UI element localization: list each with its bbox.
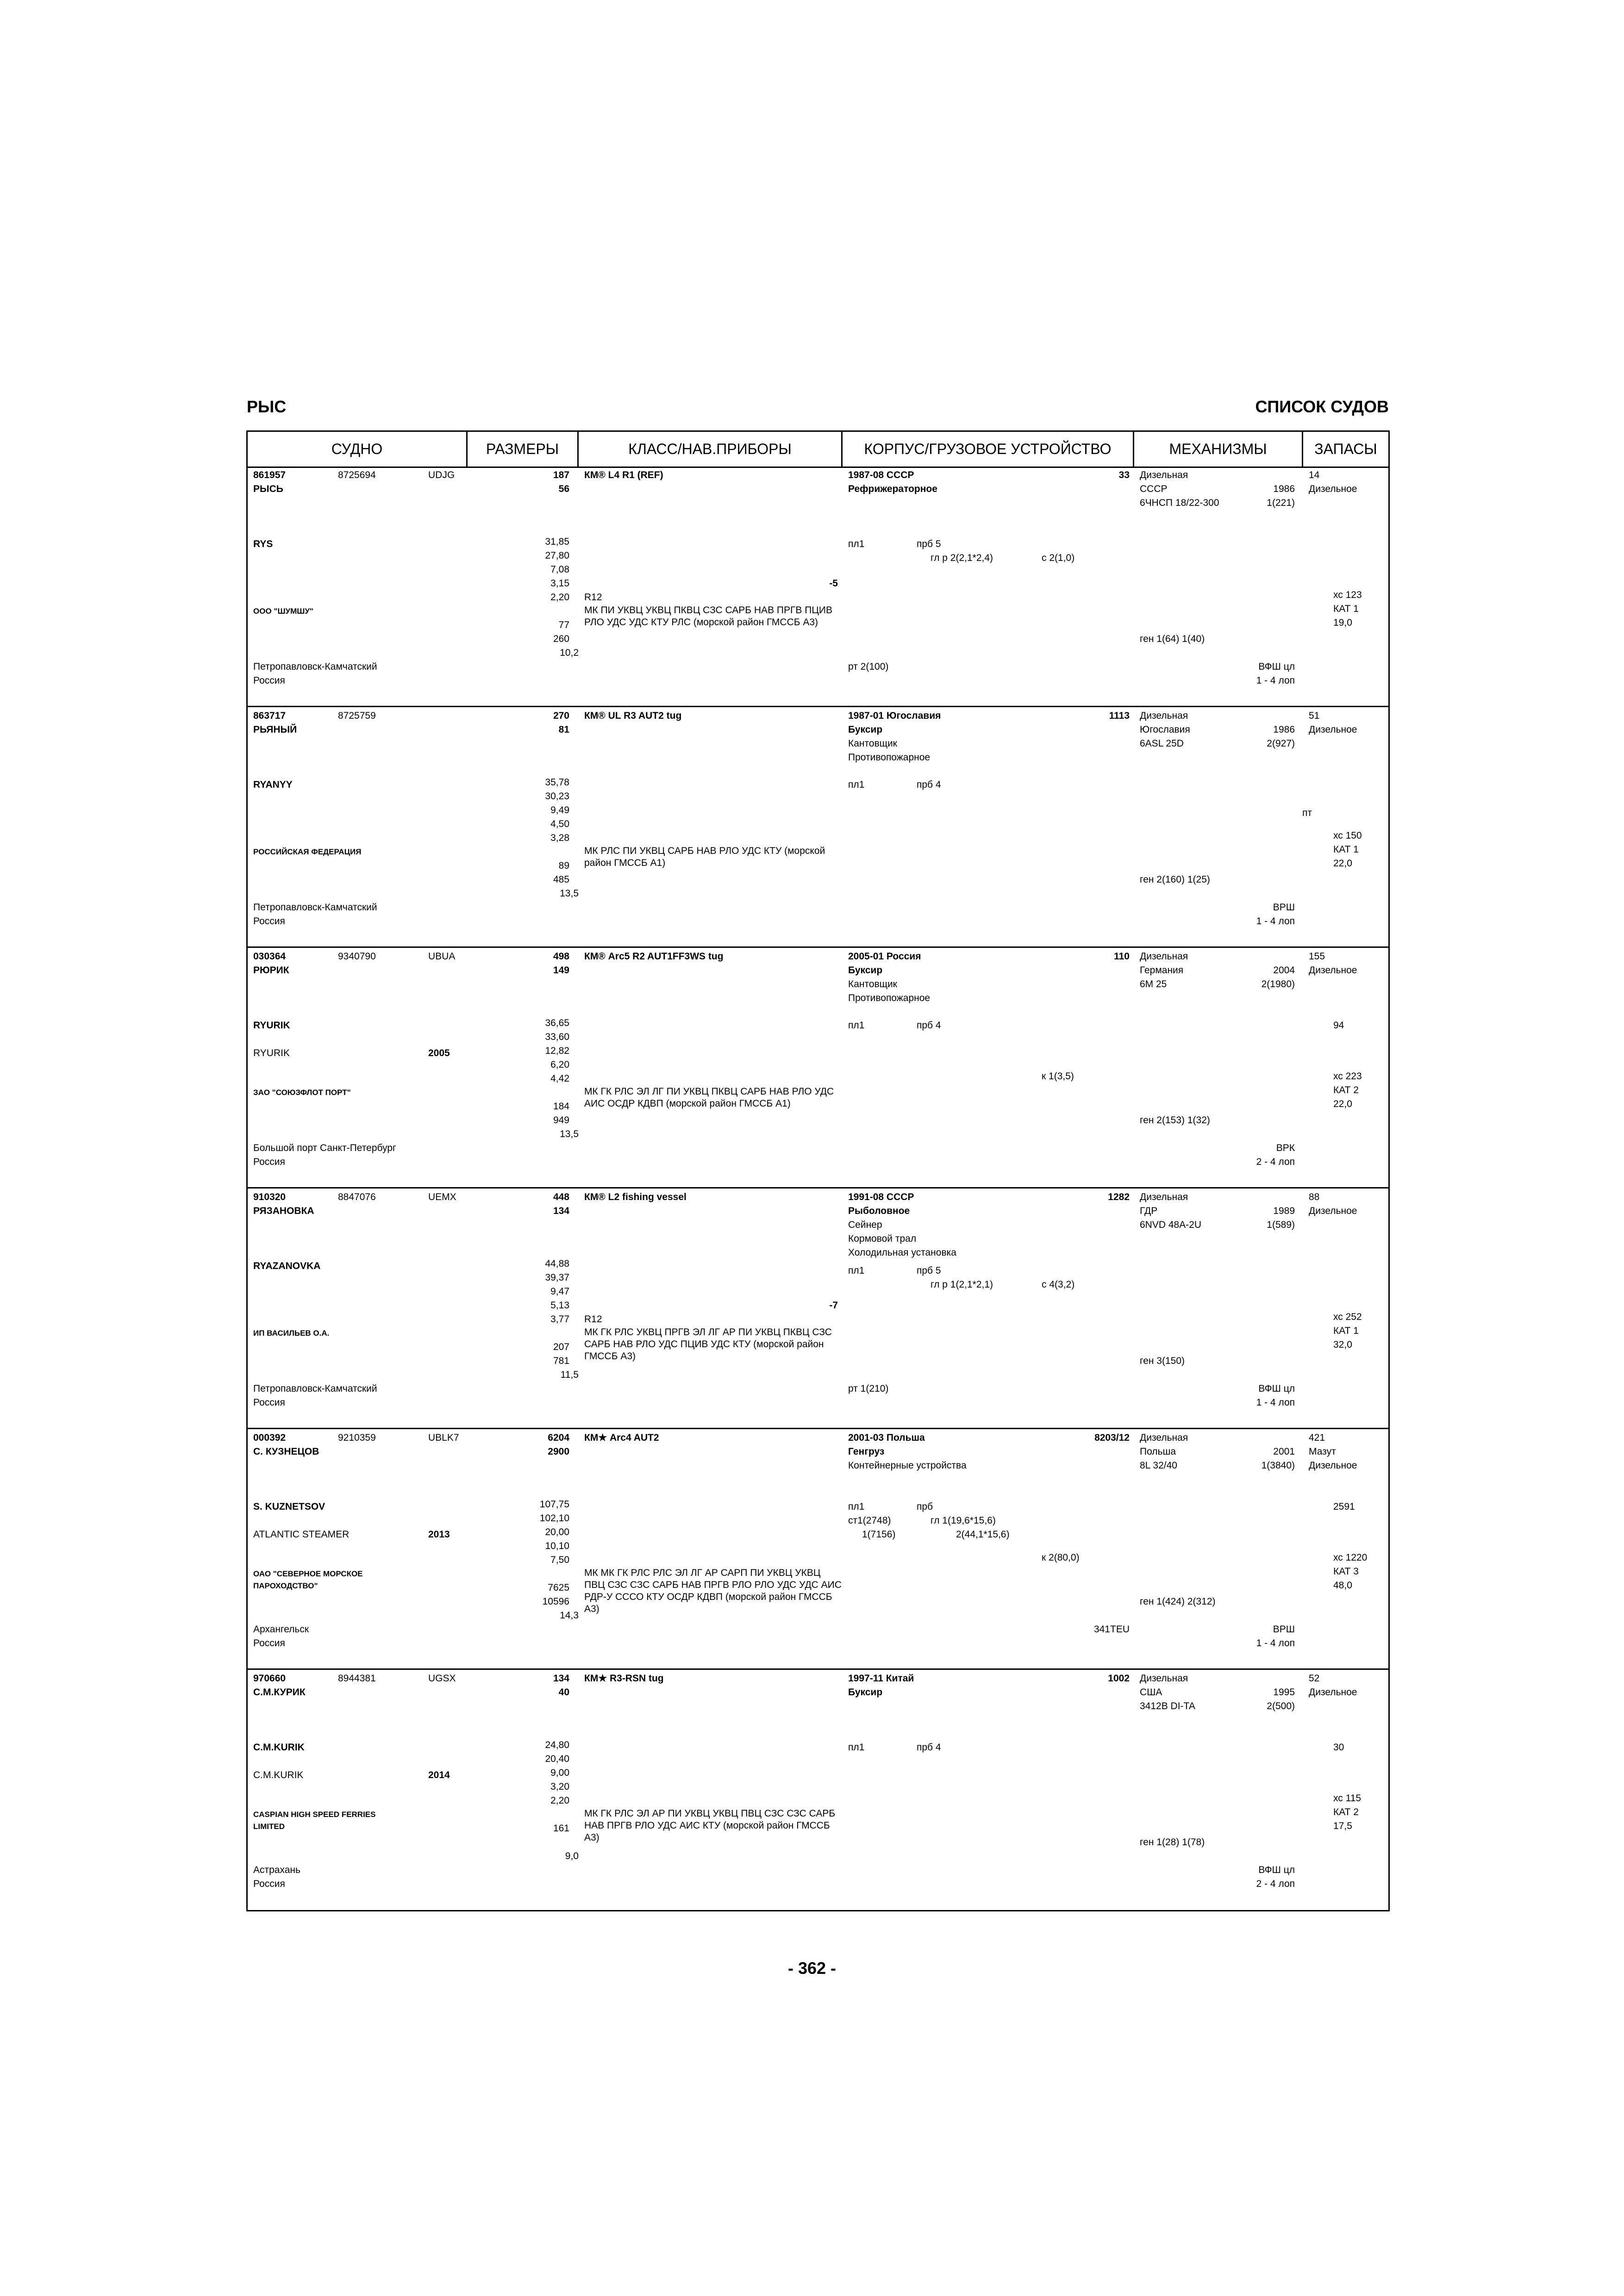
- engine-info: 3412B DI-TA: [1140, 1701, 1195, 1711]
- dimension-value: 2,20: [550, 1795, 569, 1806]
- engine-info: Германия: [1140, 965, 1184, 976]
- dimension-extra: 10596: [542, 1596, 569, 1607]
- vessel-record: [248, 707, 1388, 948]
- dimension-extra: 207: [553, 1342, 569, 1352]
- vessel-record: [248, 948, 1388, 1188]
- home-port: Архангельск: [253, 1624, 309, 1635]
- call-sign: UEMX: [428, 1192, 456, 1202]
- dimension-value: 9,47: [550, 1286, 569, 1297]
- generators: ген 2(153) 1(32): [1140, 1115, 1210, 1126]
- vessel-record: [248, 1188, 1388, 1429]
- vessel-name: РЬЯНЫЙ: [253, 724, 297, 735]
- engine-info: Дизельная: [1140, 1192, 1188, 1202]
- dimension-value: 31,85: [545, 536, 569, 547]
- class-notation: КМ★ R3-RSN tug: [584, 1673, 664, 1684]
- engine-year: 2004: [1273, 965, 1295, 976]
- hull-type: Сейнер: [848, 1220, 882, 1230]
- stores-endurance: КАТ 2: [1333, 1807, 1359, 1817]
- hull-type: Буксир: [848, 965, 883, 976]
- reg-number: 861957: [253, 470, 286, 480]
- engine-year: 2001: [1273, 1446, 1295, 1457]
- dimension-extra: 9,0: [565, 1851, 579, 1861]
- deck-hatches: прб 4: [917, 779, 941, 790]
- nav-equipment: МК РЛС ПИ УКВЦ САРБ НАВ РЛО УДС КТУ (морской район ГМССБ А1): [584, 846, 825, 868]
- hull-type: Холодильная установка: [848, 1247, 956, 1258]
- owner: РОССИЙСКАЯ ФЕДЕРАЦИЯ: [253, 847, 362, 856]
- propeller-blades: 1 - 4 лоп: [1256, 1638, 1295, 1649]
- net-tonnage: 40: [558, 1687, 569, 1698]
- ice-class: -5: [829, 578, 838, 589]
- hatch-sizes-2: 2(44,1*15,6): [956, 1529, 1010, 1540]
- hull-number: 8203/12: [1094, 1432, 1130, 1443]
- column-header-machinery: МЕХАНИЗМЫ: [1134, 432, 1303, 467]
- engine-info: ГДР: [1140, 1206, 1158, 1216]
- ships-table: [246, 430, 1390, 1911]
- reg-number: 030364: [253, 951, 286, 962]
- engine-info: Дизельная: [1140, 470, 1188, 480]
- owner: CASPIAN HIGH SPEED FERRIES LIMITED: [253, 1810, 376, 1831]
- dimension-value: 39,37: [545, 1272, 569, 1283]
- previous-name: ATLANTIC STEAMER: [253, 1529, 350, 1540]
- page-number: - 362 -: [787, 1959, 837, 1978]
- country: Россия: [253, 916, 285, 927]
- class-notation: КМ® L4 R1 (REF): [584, 470, 663, 480]
- generators: ген 3(150): [1140, 1356, 1185, 1366]
- hull-type: Кормовой трал: [848, 1233, 917, 1244]
- hull-type: Рефрижераторное: [848, 484, 937, 494]
- engine-power: 2(927): [1267, 738, 1295, 749]
- ice-class: -7: [829, 1300, 838, 1311]
- stores-endurance: КАТ 3: [1333, 1566, 1359, 1577]
- dimension-value: 9,49: [550, 805, 569, 815]
- deck: пл1: [848, 1020, 865, 1031]
- gross-tonnage: 270: [553, 710, 569, 721]
- class-notation: КМ★ Arc4 AUT2: [584, 1432, 659, 1443]
- hull-year-country: 1987-08 СССР: [848, 470, 914, 480]
- gross-tonnage: 448: [553, 1192, 569, 1202]
- stores-endurance: 22,0: [1333, 858, 1352, 869]
- imo-number: 8944381: [338, 1673, 376, 1684]
- hull-type: Генгруз: [848, 1446, 885, 1457]
- imo-number: 8725759: [338, 710, 376, 721]
- nav-equipment: МК МК ГК РЛС РЛС ЭЛ ЛГ АР САРП ПИ УКВЦ УКВЦ ПВЦ СЗС СЗС САРБ НАВ ПРГВ РЛО РЛО УДС УДС АИС РДР-У СССО КТУ ОСДР КДВП (морской район ГМССБ А3): [584, 1568, 842, 1614]
- generators: ген 1(64) 1(40): [1140, 634, 1205, 644]
- stores-endurance: 32,0: [1333, 1339, 1352, 1350]
- teu-capacity: 341TEU: [1093, 1624, 1130, 1635]
- hull-type: Кантовщик: [848, 738, 897, 749]
- vessel-name: С.М.КУРИК: [253, 1687, 306, 1698]
- deck-hatches: прб 5: [917, 1265, 941, 1276]
- reg-number: 000392: [253, 1432, 286, 1443]
- hull-number: 1002: [1108, 1673, 1130, 1684]
- propeller: ВФШ цл: [1258, 1865, 1295, 1875]
- engine-info: США: [1140, 1687, 1162, 1698]
- hull-type: Кантовщик: [848, 979, 897, 989]
- dimension-value: 30,23: [545, 791, 569, 802]
- stores-value: 155: [1309, 951, 1325, 962]
- deck-hatches: прб: [917, 1501, 933, 1512]
- stores-extra: пт: [1302, 808, 1312, 818]
- hatch-sizes: гл р 2(2,1*2,4): [931, 553, 993, 563]
- dimension-value: 33,60: [545, 1032, 569, 1042]
- propeller: ВФШ цл: [1258, 1383, 1295, 1394]
- dimension-value: 3,28: [550, 833, 569, 843]
- stores-endurance: хс 150: [1333, 830, 1362, 841]
- stores-extra: 94: [1333, 1020, 1344, 1031]
- dimension-value: 20,40: [545, 1754, 569, 1764]
- deck: пл1: [848, 779, 865, 790]
- engine-year: 1989: [1273, 1206, 1295, 1216]
- class-notation: КМ® UL R3 AUT2 tug: [584, 710, 682, 721]
- stores-value: Мазут: [1309, 1446, 1336, 1457]
- dimension-extra: 13,5: [560, 888, 579, 899]
- dimension-extra: 161: [553, 1823, 569, 1834]
- vessel-latin-name: RYAZANOVKA: [253, 1261, 321, 1271]
- previous-name: C.M.KURIK: [253, 1770, 304, 1780]
- gross-tonnage: 498: [553, 951, 569, 962]
- previous-year: 2005: [428, 1048, 450, 1058]
- cranes: с 4(3,2): [1042, 1279, 1075, 1290]
- propeller-blades: 2 - 4 лоп: [1256, 1879, 1295, 1889]
- dimension-value: 6,20: [550, 1059, 569, 1070]
- gross-tonnage: 6204: [548, 1432, 569, 1443]
- dimension-extra: 10,2: [560, 647, 579, 658]
- imo-number: 8725694: [338, 470, 376, 480]
- stores-endurance: хс 252: [1333, 1312, 1362, 1322]
- engine-power: 2(500): [1267, 1701, 1295, 1711]
- propeller-blades: 1 - 4 лоп: [1256, 1397, 1295, 1408]
- column-headers: [248, 432, 1388, 468]
- dimension-value: 9,00: [550, 1767, 569, 1778]
- nav-equipment: МК ПИ УКВЦ УКВЦ ПКВЦ СЗС САРБ НАВ ПРГВ ПЦИВ РЛО УДС УДС КТУ РЛС (морской район ГМССБ А3): [584, 605, 832, 628]
- hull-type: Противопожарное: [848, 752, 931, 763]
- country: Россия: [253, 1397, 285, 1408]
- engine-power: 1(589): [1267, 1220, 1295, 1230]
- vessel-record: [248, 467, 1388, 707]
- engine-info: СССР: [1140, 484, 1168, 494]
- stores-extra: 30: [1333, 1742, 1344, 1753]
- dimension-value: 4,50: [550, 819, 569, 829]
- stores-value: 51: [1309, 710, 1320, 721]
- column-header-dimensions: РАЗМЕРЫ: [468, 432, 579, 467]
- page-header-left: РЫС: [247, 397, 287, 416]
- propeller: ВРШ: [1273, 902, 1295, 913]
- call-sign: UGSX: [428, 1673, 456, 1684]
- engine-power: 1(3840): [1261, 1460, 1295, 1471]
- owner: ООО "ШУМШУ": [253, 607, 313, 616]
- stores-value: 421: [1309, 1432, 1325, 1443]
- net-tonnage: 2900: [548, 1446, 569, 1457]
- cargo-note: рт 1(210): [848, 1383, 889, 1394]
- stores-endurance: хс 1220: [1333, 1552, 1368, 1563]
- dimension-extra: 11,5: [560, 1369, 579, 1380]
- engine-year: 1986: [1273, 724, 1295, 735]
- vessel-latin-name: RYURIK: [253, 1020, 290, 1031]
- imo-number: 8847076: [338, 1192, 376, 1202]
- cargo-note: рт 2(100): [848, 661, 889, 672]
- deck: пл1: [848, 1501, 865, 1512]
- home-port: Астрахань: [253, 1865, 300, 1875]
- column-header-vessel: СУДНО: [248, 432, 468, 467]
- engine-info: Дизельная: [1140, 1673, 1188, 1684]
- page-header-right: СПИСОК СУДОВ: [1255, 397, 1389, 416]
- nav-equipment: МК ГК РЛС УКВЦ ПРГВ ЭЛ ЛГ АР ПИ УКВЦ ПКВЦ СЗС САРБ НАВ РЛО УДС ПЦИВ УДС КТУ (морской район ГМССБ А3): [584, 1327, 832, 1362]
- owner: ЗАО "СОЮЗФЛОТ ПОРТ": [253, 1088, 351, 1097]
- deck-hatches: прб 4: [917, 1020, 941, 1031]
- dimension-value: 5,13: [550, 1300, 569, 1311]
- engine-year: 1986: [1273, 484, 1295, 494]
- crane-capacity: к 1(3,5): [1042, 1071, 1074, 1082]
- engine-info: 8L 32/40: [1140, 1460, 1177, 1471]
- stores-value: 52: [1309, 1673, 1320, 1684]
- engine-info: 6ЧНСП 18/22-300: [1140, 498, 1219, 508]
- stores-endurance: 48,0: [1333, 1580, 1352, 1591]
- dimension-value: 7,50: [550, 1555, 569, 1565]
- stores-value: 14: [1309, 470, 1320, 480]
- previous-year: 2014: [428, 1770, 450, 1780]
- deck: пл1: [848, 539, 865, 549]
- vessel-name: РЮРИК: [253, 965, 289, 976]
- net-tonnage: 149: [553, 965, 569, 976]
- previous-year: 2013: [428, 1529, 450, 1540]
- vessel-latin-name: S. KUZNETSOV: [253, 1501, 325, 1512]
- stores-endurance: КАТ 1: [1333, 604, 1359, 614]
- deck-hatches: прб 4: [917, 1742, 941, 1753]
- hull-year-country: 1991-08 СССР: [848, 1192, 914, 1202]
- engine-info: Дизельная: [1140, 710, 1188, 721]
- propeller-blades: 1 - 4 лоп: [1256, 675, 1295, 686]
- hull-type: Буксир: [848, 1687, 883, 1698]
- dimension-extra: 7625: [548, 1582, 569, 1593]
- engine-info: 6M 25: [1140, 979, 1167, 989]
- stores-endurance: 17,5: [1333, 1821, 1352, 1831]
- imo-number: 9210359: [338, 1432, 376, 1443]
- dimension-value: 3,15: [550, 578, 569, 589]
- stores-endurance: КАТ 1: [1333, 844, 1359, 855]
- vessel-record: [248, 1429, 1388, 1670]
- propeller-blades: 2 - 4 лоп: [1256, 1157, 1295, 1167]
- gross-tonnage: 134: [553, 1673, 569, 1684]
- generators: ген 1(424) 2(312): [1140, 1596, 1216, 1607]
- reg-number: 910320: [253, 1192, 286, 1202]
- dimension-value: 102,10: [539, 1513, 569, 1524]
- engine-power: 2(1980): [1261, 979, 1295, 989]
- generators: ген 2(160) 1(25): [1140, 874, 1210, 885]
- hull-type: Контейнерные устройства: [848, 1460, 967, 1471]
- vessel-latin-name: C.M.KURIK: [253, 1742, 305, 1753]
- stores-endurance: 19,0: [1333, 617, 1352, 628]
- dimension-extra: 184: [553, 1101, 569, 1112]
- stores-value: 88: [1309, 1192, 1320, 1202]
- engine-info: Польша: [1140, 1446, 1176, 1457]
- engine-year: 1995: [1273, 1687, 1295, 1698]
- crane-capacity: к 2(80,0): [1042, 1552, 1080, 1563]
- hull-type: Буксир: [848, 724, 883, 735]
- stores-endurance: КАТ 1: [1333, 1325, 1359, 1336]
- propeller-blades: 1 - 4 лоп: [1256, 916, 1295, 927]
- dimension-value: 12,82: [545, 1045, 569, 1056]
- call-sign: UBLK7: [428, 1432, 459, 1443]
- hull-number: 1282: [1108, 1192, 1130, 1202]
- hull-number: 110: [1114, 951, 1130, 962]
- imo-number: 9340790: [338, 951, 376, 962]
- dimension-value: 7,08: [550, 564, 569, 575]
- net-tonnage: 56: [558, 484, 569, 494]
- hatch-sizes: гл 1(19,6*15,6): [931, 1515, 996, 1526]
- dimension-value: 36,65: [545, 1018, 569, 1028]
- gross-tonnage: 187: [553, 470, 569, 480]
- stores-value: Дизельное: [1309, 724, 1357, 735]
- dimension-extra: 89: [558, 860, 569, 871]
- deck: пл1: [848, 1742, 865, 1753]
- vessel-name: РЯЗАНОВКА: [253, 1206, 314, 1216]
- dimension-value: 10,10: [545, 1541, 569, 1551]
- dimension-extra: 260: [553, 634, 569, 644]
- dimension-value: 3,20: [550, 1781, 569, 1792]
- vessel-name: С. КУЗНЕЦОВ: [253, 1446, 319, 1457]
- engine-info: Дизельная: [1140, 1432, 1188, 1443]
- nav-equipment: МК ГК РЛС ЭЛ ЛГ ПИ УКВЦ ПКВЦ САРБ НАВ РЛО УДС АИС ОСДР КДВП (морской район ГМССБ А1): [584, 1086, 834, 1109]
- stores-value: Дизельное: [1309, 1460, 1357, 1471]
- column-header-stores: ЗАПАСЫ: [1314, 441, 1377, 457]
- column-header-class: КЛАСС/НАВ.ПРИБОРЫ: [579, 432, 843, 467]
- dimension-value: 2,20: [550, 592, 569, 603]
- hull-year-country: 1987-01 Югославия: [848, 710, 941, 721]
- propeller: ВФШ цл: [1258, 661, 1295, 672]
- vessel-latin-name: RYANYY: [253, 779, 293, 790]
- dimension-extra: 781: [553, 1356, 569, 1366]
- engine-info: Дизельная: [1140, 951, 1188, 962]
- dimension-extra: 14,3: [560, 1610, 579, 1621]
- country: Россия: [253, 1638, 285, 1649]
- nav-equipment: МК ГК РЛС ЭЛ АР ПИ УКВЦ УКВЦ ПВЦ СЗС СЗС САРБ НАВ ПРГВ РЛО УДС АИС КТУ (морской район ГМССБ А3): [584, 1808, 836, 1843]
- net-tonnage: 81: [558, 724, 569, 735]
- dimension-value: 4,42: [550, 1073, 569, 1084]
- propeller: ВРШ: [1273, 1624, 1295, 1635]
- hull-type: Рыболовное: [848, 1206, 910, 1216]
- reg-number: 970660: [253, 1673, 286, 1684]
- r-notation: R12: [584, 1314, 602, 1325]
- cargo-capacity: ст1(2748): [848, 1515, 891, 1526]
- hatch-sizes: гл р 1(2,1*2,1): [931, 1279, 993, 1290]
- class-notation: КМ® Arc5 R2 AUT1FF3WS tug: [584, 951, 724, 962]
- call-sign: UBUA: [428, 951, 456, 962]
- dimension-value: 3,77: [550, 1314, 569, 1325]
- dimension-value: 20,00: [545, 1527, 569, 1537]
- country: Россия: [253, 675, 285, 686]
- hull-year-country: 1997-11 Китай: [848, 1673, 914, 1684]
- stores-endurance: хс 123: [1333, 590, 1362, 600]
- home-port: Петропавловск-Камчатский: [253, 661, 377, 672]
- hull-year-country: 2001-03 Польша: [848, 1432, 925, 1443]
- deck-hatches: прб 5: [917, 539, 941, 549]
- dimension-value: 27,80: [545, 550, 569, 561]
- previous-name: RYURIK: [253, 1048, 290, 1058]
- stores-endurance: хс 223: [1333, 1071, 1362, 1082]
- stores-value: Дизельное: [1309, 965, 1357, 976]
- dimension-extra: 13,5: [560, 1129, 579, 1139]
- vessel-record: [248, 1670, 1388, 1910]
- hull-type: Противопожарное: [848, 993, 931, 1003]
- dimension-extra: 485: [553, 874, 569, 885]
- engine-info: Югославия: [1140, 724, 1190, 735]
- net-tonnage: 134: [553, 1206, 569, 1216]
- owner: ИП ВАСИЛЬЕВ О.А.: [253, 1329, 330, 1338]
- stores-endurance: КАТ 2: [1333, 1085, 1359, 1095]
- hull-number: 33: [1118, 470, 1130, 480]
- stores-extra: 2591: [1333, 1501, 1355, 1512]
- dimension-value: 35,78: [545, 777, 569, 788]
- vessel-name: РЫСЬ: [253, 484, 283, 494]
- home-port: Петропавловск-Камчатский: [253, 902, 377, 913]
- cargo-capacity: 1(7156): [862, 1529, 896, 1540]
- engine-info: 6NVD 48A-2U: [1140, 1220, 1202, 1230]
- r-notation: R12: [584, 592, 602, 603]
- reg-number: 863717: [253, 710, 286, 721]
- engine-power: 1(221): [1267, 498, 1295, 508]
- vessel-latin-name: RYS: [253, 539, 273, 549]
- country: Россия: [253, 1157, 285, 1167]
- country: Россия: [253, 1879, 285, 1889]
- column-header-hull: КОРПУС/ГРУЗОВОЕ УСТРОЙСТВО: [843, 432, 1134, 467]
- dimension-value: 44,88: [545, 1258, 569, 1269]
- home-port: Петропавловск-Камчатский: [253, 1383, 377, 1394]
- generators: ген 1(28) 1(78): [1140, 1837, 1205, 1848]
- dimension-value: 24,80: [545, 1740, 569, 1750]
- hull-year-country: 2005-01 Россия: [848, 951, 921, 962]
- cranes: с 2(1,0): [1042, 553, 1075, 563]
- dimension-extra: 949: [553, 1115, 569, 1126]
- deck: пл1: [848, 1265, 865, 1276]
- propeller: ВРК: [1276, 1143, 1295, 1153]
- stores-value: Дизельное: [1309, 1687, 1357, 1698]
- dimension-value: 107,75: [539, 1499, 569, 1510]
- home-port: Большой порт Санкт-Петербург: [253, 1143, 396, 1153]
- stores-value: Дизельное: [1309, 1206, 1357, 1216]
- dimension-extra: 77: [558, 620, 569, 630]
- stores-value: Дизельное: [1309, 484, 1357, 494]
- owner: ОАО "СЕВЕРНОЕ МОРСКОЕ ПАРОХОДСТВО": [253, 1569, 363, 1590]
- call-sign: UDJG: [428, 470, 455, 480]
- stores-endurance: хс 115: [1333, 1793, 1362, 1804]
- hull-number: 1113: [1109, 710, 1130, 721]
- engine-info: 6ASL 25D: [1140, 738, 1184, 749]
- class-notation: КМ® L2 fishing vessel: [584, 1192, 687, 1202]
- stores-endurance: 22,0: [1333, 1099, 1352, 1109]
